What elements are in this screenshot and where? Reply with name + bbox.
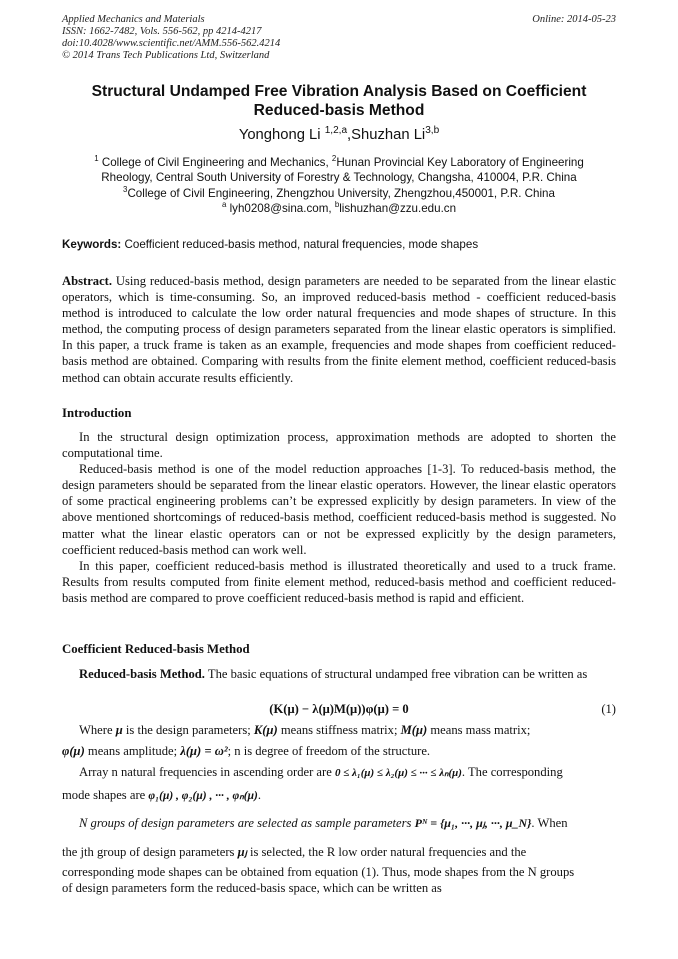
math: K(μ) bbox=[253, 723, 278, 737]
affil-text: College of Civil Engineering and Mechanics, bbox=[101, 156, 329, 169]
math: M(μ) bbox=[400, 723, 428, 737]
abstract-label: Abstract. bbox=[62, 274, 113, 288]
math: 0 ≤ λ₁(μ) ≤ λ₂(μ) ≤ ··· ≤ λₙ(μ) bbox=[334, 767, 462, 779]
text: Where bbox=[79, 723, 113, 737]
affil-sup: a bbox=[221, 200, 227, 210]
text-line: of design parameters form the reduced-basis space, which can be written as bbox=[62, 881, 442, 895]
keywords bbox=[62, 238, 616, 251]
text-line bbox=[62, 815, 633, 831]
issn-line: ISSN: 1662-7482, Vols. 556-562, pp 4214-4217 bbox=[62, 26, 262, 37]
text: means mass matrix; bbox=[430, 723, 531, 737]
abstract-text: Using reduced-basis method, design parameters are needed to be separated from the linear elastic operators, which is time-consuming. So, an improved reduced-basis method - coefficient reduced-basis method is introduced to calculate the low order natural frequencies and mode shapes of structure. In this method, the computing process of design parameters separated from the linear elastic operators is simplified. In this paper, a truck frame is taken as an example, frequencies and mode shapes from coefficient reduced-basis method are obtained. Comparing with results from the finite element method, coefficient reduced-basis method can obtain accurate results efficiently. bbox=[62, 274, 616, 385]
affil-text: College of Civil Engineering, Zhengzhou University, Zhengzhou,450001, P.R. China bbox=[127, 186, 555, 200]
section-heading: Introduction bbox=[62, 406, 132, 420]
doi-line: doi:10.4028/www.scientific.net/AMM.556-562.4214 bbox=[62, 38, 281, 49]
affil-sup: 3 bbox=[123, 184, 128, 194]
text: mode shapes are bbox=[62, 788, 146, 802]
affiliation-line: Rheology, Central South University of Forestry & Technology, Changsha, 410004, P.R. China bbox=[101, 171, 577, 185]
affiliation-line bbox=[62, 186, 616, 201]
math: λ(μ) = ω² bbox=[180, 744, 228, 758]
text-line bbox=[62, 764, 633, 781]
text-line bbox=[62, 787, 616, 804]
online-date: Online: 2014-05-23 bbox=[532, 14, 616, 25]
paper-title bbox=[62, 82, 616, 120]
email-address: lishuzhan@zzu.edu.cn bbox=[339, 201, 457, 215]
equation-body: (K(μ) − λ(μ)M(μ))φ(μ) = 0 bbox=[269, 702, 409, 716]
abstract bbox=[62, 273, 616, 386]
text-line bbox=[62, 722, 633, 738]
math: φ(μ) bbox=[62, 744, 85, 758]
author-affil-sup: 1,2,a bbox=[324, 125, 348, 137]
text: Array n natural frequencies in ascending order are bbox=[79, 765, 332, 779]
equation-number: (1) bbox=[601, 702, 616, 716]
text: the jth group of design parameters bbox=[62, 845, 235, 859]
email-address: lyh0208@sina.com, bbox=[229, 201, 332, 215]
affil-sup: 2 bbox=[331, 154, 337, 164]
paragraph: In the structural design optimization process, approximation methods are adopted to shorten the computational time. bbox=[62, 430, 616, 461]
paragraph-text: The basic equations of structural undamped free vibration can be written as bbox=[207, 667, 588, 681]
text: means amplitude; bbox=[87, 744, 178, 758]
author-name: Shuzhan Li bbox=[351, 127, 426, 143]
affil-sup: b bbox=[334, 200, 340, 210]
paragraph: Reduced-basis method is one of the model reduction approaches [1-3]. To reduced-basis method, the design parameters should be separated from the linear elastic operators. However, the linear elastic operators of some practical engineering problems can’t be expressed explicitly by design parameters. In view of the above mentioned shortcomings of reduced-basis method, coefficient reduced-basis method is suggested. No matter what the linear elastic operators can or not be expressed explicitly by the design parameters, coefficient reduced-basis method can work well. bbox=[62, 462, 616, 557]
math: φ₁(μ) , φ₂(μ) , ··· , φₙ(μ) bbox=[148, 790, 258, 802]
math: μⱼ bbox=[237, 845, 247, 859]
title-line-1: Structural Undamped Free Vibration Analysis Based on Coefficient bbox=[91, 83, 587, 100]
title-line-2: Reduced-basis Method bbox=[253, 102, 425, 119]
math: Pᴺ = {μ₁, ···, μⱼ, ···, μ_N} bbox=[414, 816, 532, 830]
journal-name: Applied Mechanics and Materials bbox=[62, 14, 205, 25]
math: μ bbox=[115, 723, 123, 737]
email-line bbox=[62, 201, 616, 216]
text: . When bbox=[531, 816, 568, 830]
text: is selected, the R low order natural frequencies and the bbox=[249, 845, 527, 859]
affil-text: Hunan Provincial Key Laboratory of Engineering bbox=[336, 156, 584, 169]
subsection-label: Reduced-basis Method. bbox=[79, 667, 205, 681]
text: ; n is degree of freedom of the structure. bbox=[227, 744, 431, 758]
text: . The corresponding bbox=[461, 765, 563, 779]
section-heading: Coefficient Reduced-basis Method bbox=[62, 642, 250, 656]
keywords-text: Coefficient reduced-basis method, natural frequencies, mode shapes bbox=[124, 238, 479, 251]
text: means stiffness matrix; bbox=[280, 723, 398, 737]
affiliations bbox=[62, 155, 616, 216]
text-line bbox=[62, 844, 616, 860]
author-affil-sup: 3,b bbox=[425, 125, 440, 137]
text: . bbox=[257, 788, 261, 802]
journal-header bbox=[62, 14, 280, 62]
paragraph: In this paper, coefficient reduced-basis method is illustrated theoretically and used to a truck frame. Results from results computed from finite element method, reduced-basis method and coefficient reduced-basis method are compared to prove coefficient reduced-basis method is rapid and efficient. bbox=[62, 558, 616, 605]
subsection-intro bbox=[62, 666, 616, 682]
paragraph bbox=[62, 666, 616, 682]
text: N groups of design parameters are selected as sample parameters bbox=[79, 816, 412, 830]
introduction-body bbox=[62, 429, 616, 606]
author-name: Yonghong Li bbox=[238, 127, 321, 143]
copyright-line: © 2014 Trans Tech Publications Ltd, Switzerland bbox=[62, 50, 270, 61]
text: is the design parameters; bbox=[125, 723, 251, 737]
affiliation-line bbox=[62, 155, 616, 170]
author-line: Yonghong Li $^{1,2,a}$,Shuzhan Li$^{3,b}$ bbox=[238, 125, 440, 143]
keywords-label: Keywords: bbox=[62, 238, 122, 251]
affil-sup: 1 bbox=[94, 154, 99, 164]
text-line bbox=[62, 743, 616, 759]
text-line: corresponding mode shapes can be obtained from equation (1). Thus, mode shapes from the N groups bbox=[62, 865, 575, 879]
